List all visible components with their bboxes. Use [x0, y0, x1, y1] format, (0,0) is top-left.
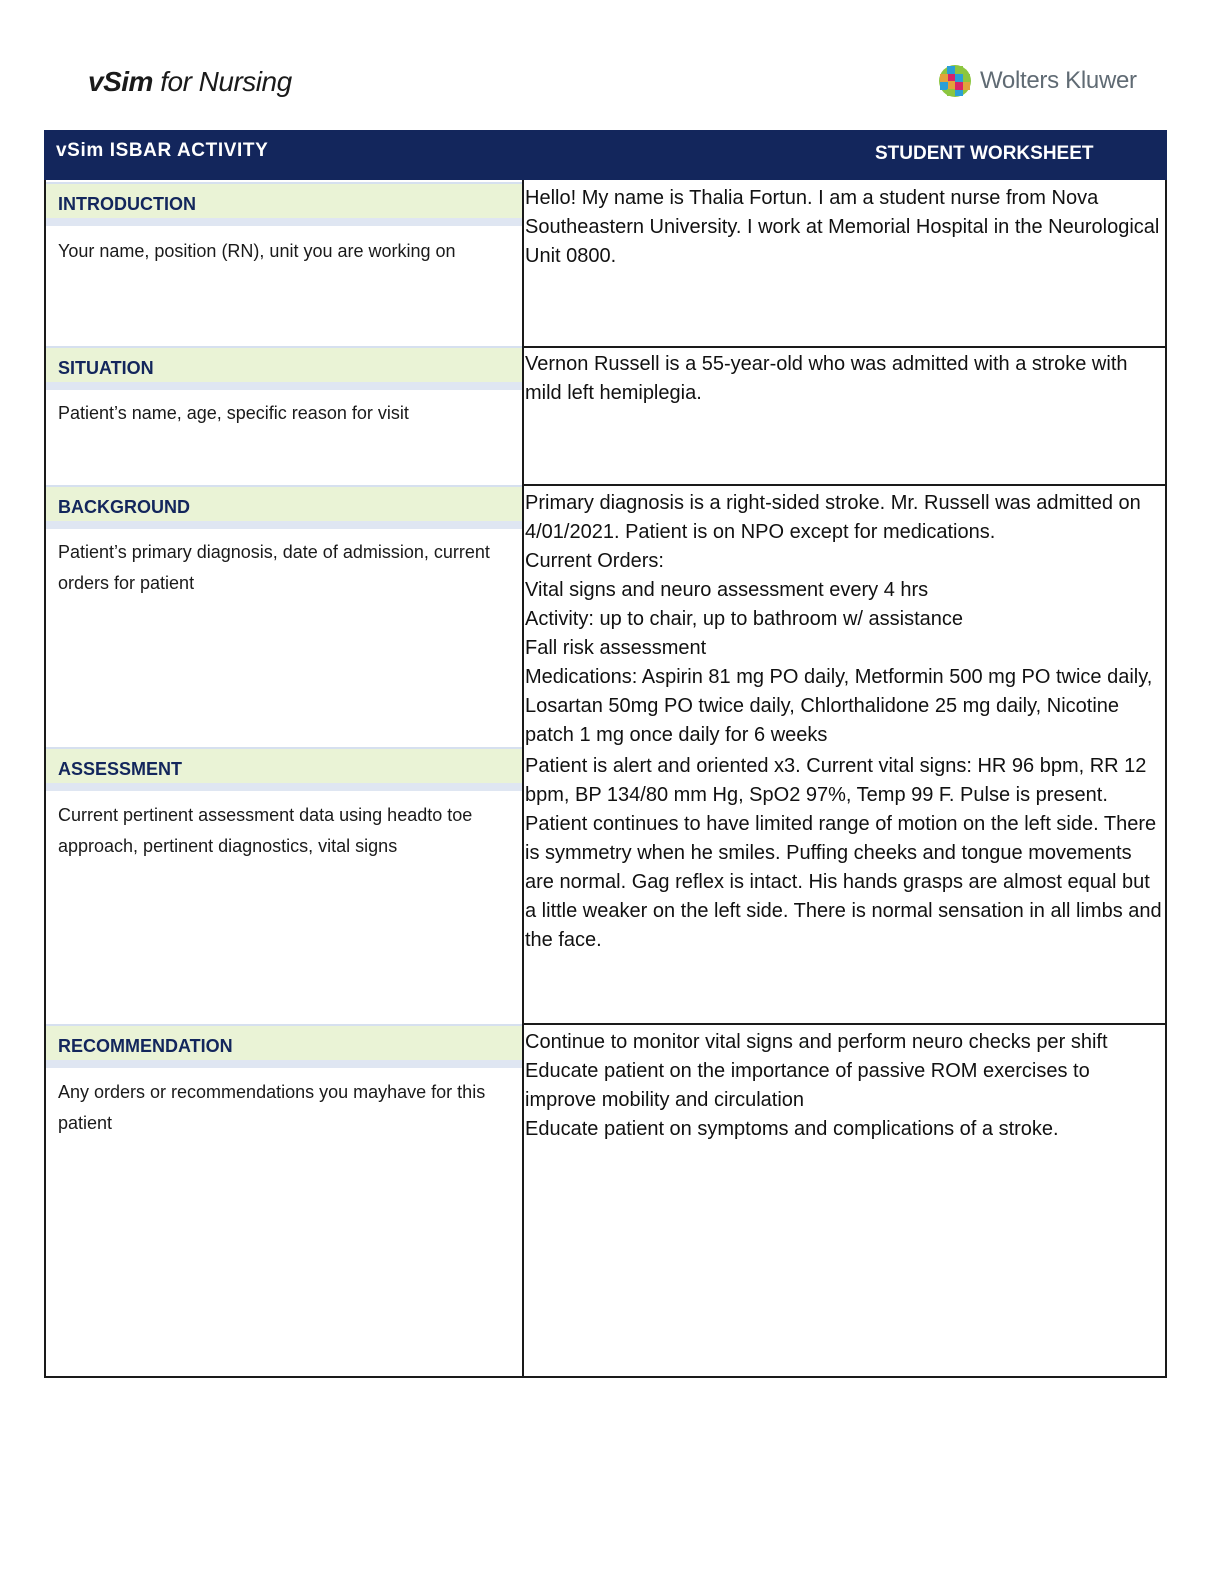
recommendation-heading [46, 1024, 522, 1060]
assessment-underbar [46, 783, 522, 791]
vsim-logo-bold: vSim [88, 66, 153, 97]
vsim-logo-rest: for Nursing [152, 66, 292, 97]
assessment-answer[interactable]: Patient is alert and oriented x3. Current vital signs: HR 96 bpm, RR 12 bpm, BP 134/80 mm Hg, SpO2 97%, Temp 99 F. Pulse is present. Patient continues to have limited range of motion on the left side. There is symmetry when he smiles. Puffing cheeks and tongue movements are normal. Gag reflex is intact. His hands grasps are almost equal but a little weaker on the left side. There is normal sensation in all limbs and the face. [525, 755, 1162, 951]
worksheet-header-bar [44, 130, 1167, 180]
background-underbar [46, 521, 522, 529]
row-divider [522, 1023, 1165, 1025]
activity-title: vSim ISBAR ACTIVITY [56, 140, 269, 161]
wolters-kluwer-mark-icon [938, 64, 972, 98]
background-answer[interactable]: Primary diagnosis is a right-sided stroke. Mr. Russell was admitted on 4/01/2021. Patient is on NPO except for medications. Current Orders: Vital signs and neuro assessment every 4 hrs Activity: up to chair, up to bathroom w/ assistance Fall risk assessment Medications: Aspirin 81 mg PO daily, Metformin 500 mg PO twice daily, Losartan 50mg PO twice daily, Chlorthalidone 25 mg daily, Nicotine patch 1 mg once daily for 6 weeks [525, 492, 1153, 746]
column-divider [522, 180, 524, 1376]
wolters-kluwer-text: Wolters Kluwer [980, 67, 1137, 94]
situation-answer[interactable]: Vernon Russell is a 55-year-old who was admitted with a stroke with mild left hemiplegia. [525, 353, 1128, 404]
assessment-title: ASSESSMENT [58, 759, 183, 779]
introduction-heading [46, 182, 522, 218]
background-heading [46, 485, 522, 521]
introduction-underbar [46, 218, 522, 226]
background-prompt: Patient’s primary diagnosis, date of admission, current orders for patient [58, 542, 490, 593]
assessment-heading [46, 747, 522, 783]
recommendation-prompt: Any orders or recommendations you mayhave for this patient [58, 1082, 486, 1133]
introduction-title: INTRODUCTION [58, 194, 196, 214]
assessment-prompt: Current pertinent assessment data using headto toe approach, pertinent diagnostics, vital signs [58, 805, 473, 856]
vsim-logo [88, 66, 292, 98]
worksheet-label: STUDENT WORKSHEET [875, 143, 1094, 164]
introduction-answer[interactable]: Hello! My name is Thalia Fortun. I am a student nurse from Nova Southeastern University. I work at Memorial Hospital in the Neurological Unit 0800. [525, 187, 1160, 267]
introduction-prompt: Your name, position (RN), unit you are working on [58, 241, 456, 261]
recommendation-title: RECOMMENDATION [58, 1036, 233, 1056]
background-title: BACKGROUND [58, 497, 190, 517]
situation-title: SITUATION [58, 358, 154, 378]
recommendation-underbar [46, 1060, 522, 1068]
wolters-kluwer-logo [938, 64, 1137, 98]
recommendation-answer[interactable]: Continue to monitor vital signs and perform neuro checks per shift Educate patient on the importance of passive ROM exercises to improve mobility and circulation Educate patient on symptoms and complications of a stroke. [525, 1031, 1108, 1140]
situation-prompt: Patient’s name, age, specific reason for visit [58, 403, 409, 423]
row-divider [522, 484, 1165, 486]
situation-heading [46, 346, 522, 382]
isbar-table [44, 180, 1167, 1378]
situation-underbar [46, 382, 522, 390]
row-divider [522, 346, 1165, 348]
